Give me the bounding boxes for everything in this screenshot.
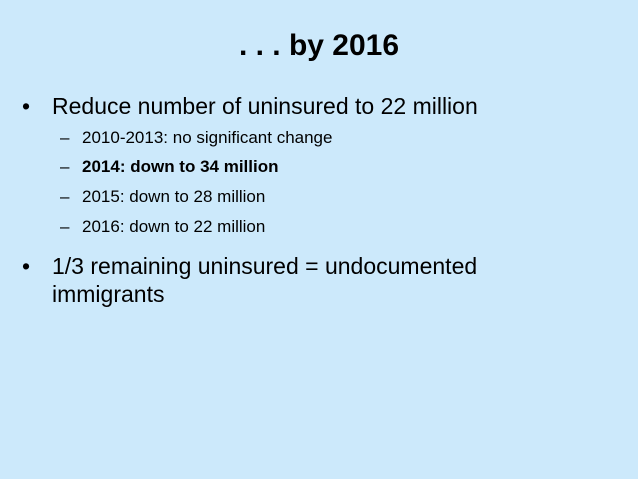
- dash-marker: –: [60, 217, 70, 236]
- bullet-marker: •: [22, 253, 31, 279]
- dash-marker: –: [60, 157, 70, 176]
- sub-item-text: 2010-2013: no significant change: [82, 128, 333, 147]
- bullet-text-line-1: 1/3 remaining uninsured = undocumented: [52, 253, 478, 279]
- sub-item: [60, 216, 620, 238]
- sub-item-text: 2015: down to 28 million: [82, 187, 266, 206]
- slide-title: . . . by 2016: [238, 29, 400, 62]
- sub-item-text: 2016: down to 22 million: [82, 217, 266, 236]
- bullet-item: [22, 252, 622, 308]
- bullet-text: Reduce number of uninsured to 22 million: [52, 93, 478, 119]
- bullet-item: [22, 92, 622, 120]
- sub-item: [60, 127, 620, 149]
- dash-marker: –: [60, 128, 70, 147]
- bullet-text-line-2: immigrants: [52, 281, 165, 307]
- sub-item: [60, 186, 620, 208]
- bullet-marker: •: [22, 93, 31, 119]
- dash-marker: –: [60, 187, 70, 206]
- sub-item: [60, 156, 620, 178]
- sub-item-text-bold: 2014: down to 34 million: [82, 157, 279, 176]
